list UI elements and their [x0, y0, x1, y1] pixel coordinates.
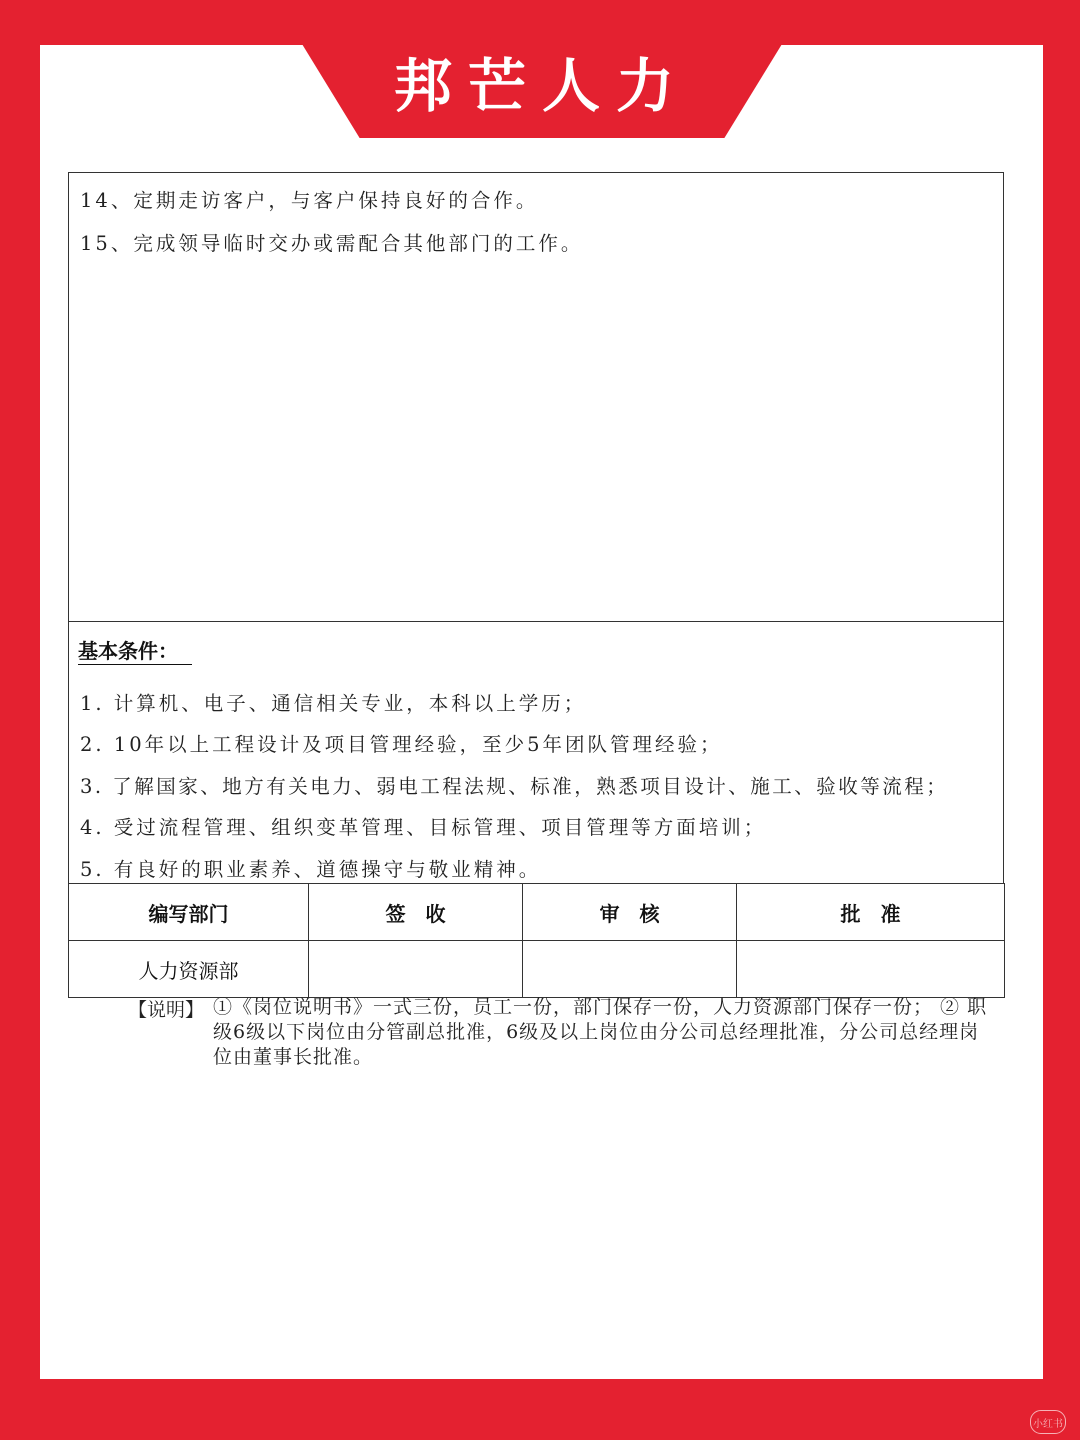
- watermark-logo: 小红书: [1030, 1410, 1066, 1434]
- brand-title: 邦芒人力: [393, 52, 690, 120]
- header-cell-approval: 批 准: [737, 884, 1005, 941]
- corner-decoration: [810, 1379, 1050, 1399]
- note-text: ①《岗位说明书》一式三份，员工一份，部门保存一份，人力资源部门保存一份； ② 职级6级以下岗位由分管副总批准，6级及以上岗位由分公司总经理批准，分公司总经理岗位由董事长批准。: [213, 996, 988, 1068]
- duty-item: 14、定期走访客户，与客户保持良好的合作。: [80, 189, 539, 212]
- condition-item: 4. 受过流程管理、组织变革管理、目标管理、项目管理等方面培训；: [80, 816, 767, 839]
- condition-item: 1. 计算机、电子、通信相关专业，本科以上学历；: [80, 692, 587, 715]
- header-cell-receipt: 签 收: [309, 884, 523, 941]
- condition-item: 5. 有良好的职业素养、道德操守与敬业精神。: [80, 858, 542, 881]
- header-cell-department: 编写部门: [69, 884, 309, 941]
- signature-table: [68, 883, 1005, 998]
- cell-approval: [737, 941, 1005, 998]
- conditions-heading: 基本条件：: [78, 638, 192, 665]
- signature-header-row: [69, 884, 1005, 941]
- duty-item: 15、完成领导临时交办或需配合其他部门的工作。: [80, 232, 584, 255]
- cell-department: 人力资源部: [69, 941, 309, 998]
- condition-item: 2. 10年以上工程设计及项目管理经验，至少5年团队管理经验；: [80, 733, 723, 756]
- cell-receipt: [309, 941, 523, 998]
- condition-item: 3. 了解国家、地方有关电力、弱电工程法规、标准，熟悉项目设计、施工、验收等流程；: [80, 775, 949, 798]
- signature-row: [69, 941, 1005, 998]
- header-cell-review: 审 核: [523, 884, 737, 941]
- note-label: 【说明】: [128, 999, 205, 1021]
- cell-review: [523, 941, 737, 998]
